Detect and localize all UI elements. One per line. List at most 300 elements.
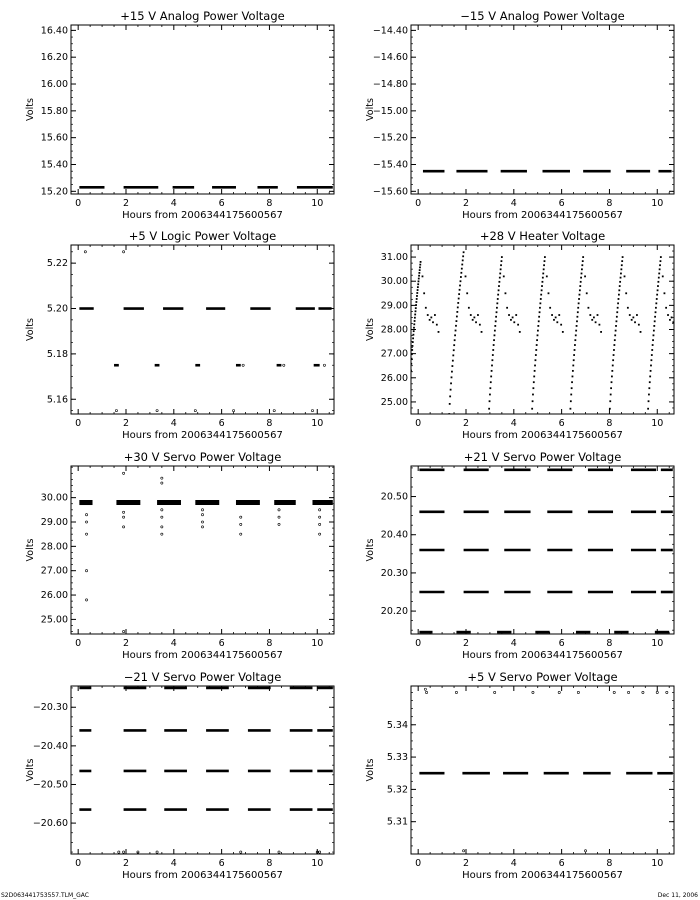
x-axis-label: Hours from 2006344175600567 bbox=[462, 870, 623, 881]
data-point bbox=[542, 273, 544, 275]
data-point bbox=[573, 359, 575, 361]
data-point bbox=[541, 289, 543, 291]
data-point bbox=[490, 376, 492, 378]
data-point bbox=[600, 331, 602, 333]
data-point bbox=[584, 850, 586, 852]
data-point bbox=[419, 269, 421, 271]
data-point bbox=[650, 359, 652, 361]
data-point bbox=[414, 317, 416, 319]
data-point bbox=[513, 321, 515, 323]
data-point bbox=[194, 409, 196, 411]
y-axis-label: Volts bbox=[365, 98, 376, 121]
data-point bbox=[622, 256, 624, 258]
data-point bbox=[551, 314, 553, 316]
data-point bbox=[553, 319, 555, 321]
data-point bbox=[413, 327, 415, 329]
data-point bbox=[459, 285, 461, 287]
data-point bbox=[123, 630, 125, 632]
data-point bbox=[571, 381, 573, 383]
data-point bbox=[497, 294, 499, 296]
x-tick-label: 2 bbox=[122, 198, 130, 209]
data-point bbox=[468, 307, 470, 309]
chart-8 bbox=[365, 670, 674, 881]
data-point bbox=[575, 334, 577, 336]
data-point bbox=[512, 317, 514, 319]
data-point bbox=[616, 316, 618, 318]
data-point bbox=[454, 334, 456, 336]
data-point bbox=[457, 307, 459, 309]
data-point bbox=[615, 330, 617, 332]
data-point bbox=[534, 370, 536, 372]
data-point bbox=[578, 302, 580, 304]
data-point bbox=[460, 272, 462, 274]
data-point bbox=[461, 268, 463, 270]
data-point bbox=[418, 278, 420, 280]
data-point bbox=[161, 482, 163, 484]
data-point bbox=[540, 294, 542, 296]
plot-frame bbox=[71, 25, 334, 194]
data-point bbox=[543, 268, 545, 270]
x-tick-label: 8 bbox=[606, 638, 613, 649]
y-tick-label: 5.31 bbox=[386, 816, 408, 828]
data-point bbox=[418, 280, 420, 282]
x-tick-label: 10 bbox=[651, 198, 664, 209]
data-point bbox=[123, 472, 125, 474]
data-point bbox=[278, 516, 280, 518]
data-point bbox=[660, 260, 662, 262]
data-point bbox=[652, 339, 654, 341]
chart-title: +5 V Logic Power Voltage bbox=[128, 229, 277, 243]
chart-6 bbox=[365, 450, 674, 661]
data-point bbox=[419, 264, 421, 266]
data-point bbox=[612, 359, 614, 361]
data-point bbox=[620, 277, 622, 279]
data-point bbox=[492, 359, 494, 361]
data-point bbox=[495, 316, 497, 318]
y-tick-label: 16.40 bbox=[40, 25, 68, 37]
data-point bbox=[429, 319, 431, 321]
data-point bbox=[548, 292, 550, 294]
data-point bbox=[456, 311, 458, 313]
y-tick-label: 29.00 bbox=[380, 300, 408, 312]
data-point bbox=[614, 334, 616, 336]
y-tick-label: 5.16 bbox=[46, 394, 68, 406]
y-axis-label: Volts bbox=[25, 538, 36, 562]
y-tick-label: 15.60 bbox=[40, 132, 68, 144]
chart-title: +30 V Servo Power Voltage bbox=[123, 450, 282, 464]
data-point bbox=[418, 275, 420, 277]
data-point bbox=[584, 275, 586, 277]
data-point bbox=[631, 319, 633, 321]
data-point bbox=[123, 851, 125, 853]
chart-4 bbox=[365, 229, 680, 441]
data-point bbox=[85, 533, 87, 535]
data-point bbox=[618, 298, 620, 300]
x-tick-label: 2 bbox=[122, 418, 130, 429]
data-point bbox=[599, 324, 601, 326]
data-point bbox=[461, 264, 463, 266]
data-point bbox=[657, 285, 659, 287]
x-tick-label: 6 bbox=[558, 418, 565, 429]
data-point bbox=[424, 688, 426, 690]
data-point bbox=[649, 376, 651, 378]
data-point bbox=[161, 477, 163, 479]
data-point bbox=[619, 281, 621, 283]
data-point bbox=[477, 314, 479, 316]
data-point bbox=[453, 344, 455, 346]
data-point bbox=[634, 321, 636, 323]
data-point bbox=[489, 387, 491, 389]
x-tick-label: 6 bbox=[558, 198, 565, 209]
data-point bbox=[652, 344, 654, 346]
data-point bbox=[493, 344, 495, 346]
data-point bbox=[618, 294, 620, 296]
x-axis-label: Hours from 2006344175600567 bbox=[462, 210, 623, 221]
x-tick-label: 10 bbox=[651, 858, 664, 869]
data-point bbox=[534, 365, 536, 367]
y-tick-label: 20.30 bbox=[380, 567, 408, 579]
data-point bbox=[84, 251, 86, 253]
data-point bbox=[501, 256, 503, 258]
data-point bbox=[456, 320, 458, 322]
data-point bbox=[201, 526, 203, 528]
data-point bbox=[586, 292, 588, 294]
y-tick-label: 20.50 bbox=[380, 491, 408, 503]
data-point bbox=[450, 382, 452, 384]
x-tick-label: 2 bbox=[462, 198, 470, 209]
data-point bbox=[500, 268, 502, 270]
data-point bbox=[411, 353, 413, 355]
chart-title: −15 V Analog Power Voltage bbox=[460, 9, 625, 23]
x-tick-label: 0 bbox=[75, 418, 82, 429]
data-point bbox=[595, 321, 597, 323]
x-axis-label: Hours from 2006344175600567 bbox=[462, 650, 623, 661]
data-point bbox=[535, 359, 537, 361]
data-point bbox=[450, 389, 452, 391]
data-point bbox=[415, 304, 417, 306]
data-point bbox=[123, 526, 125, 528]
x-tick-label: 0 bbox=[415, 858, 422, 869]
data-marks bbox=[79, 251, 331, 412]
data-point bbox=[558, 314, 560, 316]
data-point bbox=[658, 277, 660, 279]
data-point bbox=[412, 337, 414, 339]
data-point bbox=[613, 344, 615, 346]
data-point bbox=[539, 311, 541, 313]
data-point bbox=[535, 349, 537, 351]
data-point bbox=[544, 256, 546, 258]
x-tick-label: 6 bbox=[558, 638, 565, 649]
data-point bbox=[555, 317, 557, 319]
chart-title: +28 V Heater Voltage bbox=[479, 229, 606, 243]
data-point bbox=[497, 298, 499, 300]
data-point bbox=[656, 298, 658, 300]
data-point bbox=[617, 307, 619, 309]
data-point bbox=[613, 354, 615, 356]
data-point bbox=[85, 521, 87, 523]
data-point bbox=[156, 851, 158, 853]
data-point bbox=[648, 387, 650, 389]
data-point bbox=[620, 268, 622, 270]
y-tick-label: 5.20 bbox=[46, 303, 68, 315]
data-point bbox=[581, 264, 583, 266]
data-point bbox=[498, 289, 500, 291]
x-tick-label: 10 bbox=[651, 638, 664, 649]
y-tick-label: −14.40 bbox=[372, 25, 408, 37]
data-point bbox=[457, 302, 459, 304]
data-point bbox=[85, 570, 87, 572]
x-tick-label: 8 bbox=[266, 858, 273, 869]
data-point bbox=[617, 302, 619, 304]
data-point bbox=[519, 331, 521, 333]
data-point bbox=[667, 314, 669, 316]
data-point bbox=[115, 409, 117, 411]
data-point bbox=[413, 330, 415, 332]
y-axis-label: Volts bbox=[25, 98, 36, 121]
data-point bbox=[537, 334, 539, 336]
data-point bbox=[319, 509, 321, 511]
data-point bbox=[425, 691, 427, 693]
x-tick-label: 6 bbox=[558, 858, 565, 869]
y-tick-label: 29.00 bbox=[40, 517, 68, 528]
data-point bbox=[278, 509, 280, 511]
data-point bbox=[616, 320, 618, 322]
data-point bbox=[415, 307, 417, 309]
data-point bbox=[453, 349, 455, 351]
data-point bbox=[414, 314, 416, 316]
data-point bbox=[532, 691, 534, 693]
data-point bbox=[501, 260, 503, 262]
x-tick-label: 8 bbox=[606, 418, 613, 429]
data-point bbox=[161, 526, 163, 528]
data-point bbox=[536, 339, 538, 341]
y-tick-label: 16.00 bbox=[40, 79, 68, 91]
data-point bbox=[85, 599, 87, 601]
data-point bbox=[614, 339, 616, 341]
data-point bbox=[432, 321, 434, 323]
data-point bbox=[491, 370, 493, 372]
x-tick-label: 6 bbox=[218, 418, 225, 429]
plot-frame bbox=[411, 25, 674, 194]
data-point bbox=[278, 851, 280, 853]
data-point bbox=[541, 285, 543, 287]
y-tick-label: −15.40 bbox=[372, 159, 408, 171]
x-axis-label: Hours from 2006344175600567 bbox=[462, 430, 623, 441]
data-point bbox=[627, 691, 629, 693]
data-point bbox=[452, 360, 454, 362]
data-point bbox=[556, 321, 558, 323]
x-tick-label: 2 bbox=[462, 418, 470, 429]
data-point bbox=[412, 345, 414, 347]
data-point bbox=[574, 344, 576, 346]
data-point bbox=[655, 307, 657, 309]
x-tick-label: 8 bbox=[606, 198, 613, 209]
data-point bbox=[581, 268, 583, 270]
data-point bbox=[653, 334, 655, 336]
data-point bbox=[674, 314, 676, 316]
data-point bbox=[615, 325, 617, 327]
data-point bbox=[423, 292, 425, 294]
data-point bbox=[538, 316, 540, 318]
data-point bbox=[589, 314, 591, 316]
y-tick-label: 15.20 bbox=[40, 186, 68, 198]
data-point bbox=[425, 307, 427, 309]
data-point bbox=[570, 400, 572, 402]
data-point bbox=[240, 516, 242, 518]
data-point bbox=[536, 344, 538, 346]
data-point bbox=[499, 273, 501, 275]
data-point bbox=[612, 365, 614, 367]
data-point bbox=[161, 533, 163, 535]
y-tick-label: −15.60 bbox=[372, 186, 408, 198]
x-tick-label: 4 bbox=[170, 858, 177, 869]
y-tick-label: −15.00 bbox=[372, 105, 408, 117]
data-point bbox=[678, 331, 680, 333]
data-point bbox=[488, 408, 490, 410]
y-axis-label: Volts bbox=[365, 538, 376, 562]
y-tick-label: 31.00 bbox=[380, 252, 408, 264]
data-point bbox=[489, 394, 491, 396]
plot-frame bbox=[71, 466, 334, 634]
data-point bbox=[611, 376, 613, 378]
data-point bbox=[510, 319, 512, 321]
data-point bbox=[494, 691, 496, 693]
x-tick-label: 2 bbox=[462, 638, 470, 649]
data-point bbox=[579, 294, 581, 296]
y-tick-label: 5.18 bbox=[46, 348, 68, 360]
data-point bbox=[549, 307, 551, 309]
plot-frame bbox=[411, 245, 674, 414]
y-tick-label: 30.00 bbox=[40, 492, 68, 504]
data-point bbox=[458, 298, 460, 300]
data-point bbox=[656, 294, 658, 296]
data-point bbox=[460, 280, 462, 282]
data-point bbox=[240, 523, 242, 525]
data-point bbox=[438, 331, 440, 333]
data-point bbox=[648, 400, 650, 402]
chart-title: +15 V Analog Power Voltage bbox=[120, 9, 285, 23]
x-tick-label: 0 bbox=[75, 858, 82, 869]
data-point bbox=[651, 349, 653, 351]
data-point bbox=[588, 307, 590, 309]
data-point bbox=[434, 314, 436, 316]
data-point bbox=[578, 298, 580, 300]
x-tick-label: 4 bbox=[510, 418, 517, 429]
data-point bbox=[496, 311, 498, 313]
data-point bbox=[436, 324, 438, 326]
data-point bbox=[319, 851, 321, 853]
chart-2 bbox=[365, 9, 674, 221]
data-point bbox=[416, 292, 418, 294]
data-point bbox=[582, 260, 584, 262]
data-point bbox=[422, 275, 424, 277]
x-tick-label: 2 bbox=[462, 858, 470, 869]
y-tick-label: 27.00 bbox=[40, 565, 68, 577]
chart-title: −21 V Servo Power Voltage bbox=[123, 670, 282, 684]
data-point bbox=[462, 259, 464, 261]
y-tick-label: 25.00 bbox=[40, 614, 68, 626]
data-point bbox=[627, 307, 629, 309]
data-point bbox=[542, 281, 544, 283]
data-marks bbox=[79, 472, 332, 632]
plot-frame bbox=[71, 245, 334, 414]
data-point bbox=[531, 408, 533, 410]
data-point bbox=[659, 264, 661, 266]
data-point bbox=[621, 260, 623, 262]
x-tick-label: 10 bbox=[651, 418, 664, 429]
data-point bbox=[201, 509, 203, 511]
data-marks bbox=[419, 470, 672, 632]
data-point bbox=[459, 289, 461, 291]
data-point bbox=[451, 371, 453, 373]
data-point bbox=[576, 325, 578, 327]
data-point bbox=[417, 283, 419, 285]
data-point bbox=[455, 325, 457, 327]
chart-title: +5 V Servo Power Voltage bbox=[467, 670, 618, 684]
data-point bbox=[676, 324, 678, 326]
footer-file-name: S2D063441753557.TLM_GAC bbox=[1, 892, 89, 899]
data-point bbox=[319, 523, 321, 525]
data-point bbox=[611, 370, 613, 372]
data-point bbox=[240, 851, 242, 853]
y-axis-label: Volts bbox=[25, 758, 36, 782]
data-point bbox=[448, 413, 450, 415]
data-point bbox=[496, 302, 498, 304]
data-point bbox=[232, 409, 234, 411]
data-point bbox=[492, 354, 494, 356]
data-point bbox=[576, 316, 578, 318]
y-tick-label: 30.00 bbox=[380, 276, 408, 288]
data-point bbox=[650, 365, 652, 367]
data-point bbox=[532, 400, 534, 402]
data-point bbox=[417, 286, 419, 288]
x-tick-label: 6 bbox=[218, 858, 225, 869]
x-axis-label: Hours from 2006344175600567 bbox=[122, 210, 283, 221]
y-tick-label: −20.50 bbox=[32, 779, 68, 791]
data-point bbox=[495, 320, 497, 322]
data-point bbox=[571, 387, 573, 389]
y-tick-label: 20.40 bbox=[380, 529, 408, 541]
data-point bbox=[506, 307, 508, 309]
data-point bbox=[658, 273, 660, 275]
data-point bbox=[655, 311, 657, 313]
data-point bbox=[580, 281, 582, 283]
data-point bbox=[494, 330, 496, 332]
data-point bbox=[415, 301, 417, 303]
data-point bbox=[418, 272, 420, 274]
data-point bbox=[515, 314, 517, 316]
data-point bbox=[492, 349, 494, 351]
data-point bbox=[647, 408, 649, 410]
x-tick-label: 8 bbox=[266, 418, 273, 429]
data-point bbox=[543, 264, 545, 266]
x-axis-label: Hours from 2006344175600567 bbox=[122, 430, 283, 441]
data-point bbox=[620, 273, 622, 275]
data-point bbox=[449, 403, 451, 405]
data-point bbox=[463, 850, 465, 852]
data-point bbox=[672, 321, 674, 323]
data-point bbox=[539, 302, 541, 304]
data-point bbox=[532, 387, 534, 389]
y-axis-label: Volts bbox=[365, 758, 376, 782]
data-point bbox=[454, 339, 456, 341]
x-tick-label: 10 bbox=[311, 198, 324, 209]
data-point bbox=[156, 409, 158, 411]
data-point bbox=[452, 354, 454, 356]
x-axis-label: Hours from 2006344175600567 bbox=[122, 650, 283, 661]
x-tick-label: 4 bbox=[170, 418, 177, 429]
data-point bbox=[581, 273, 583, 275]
